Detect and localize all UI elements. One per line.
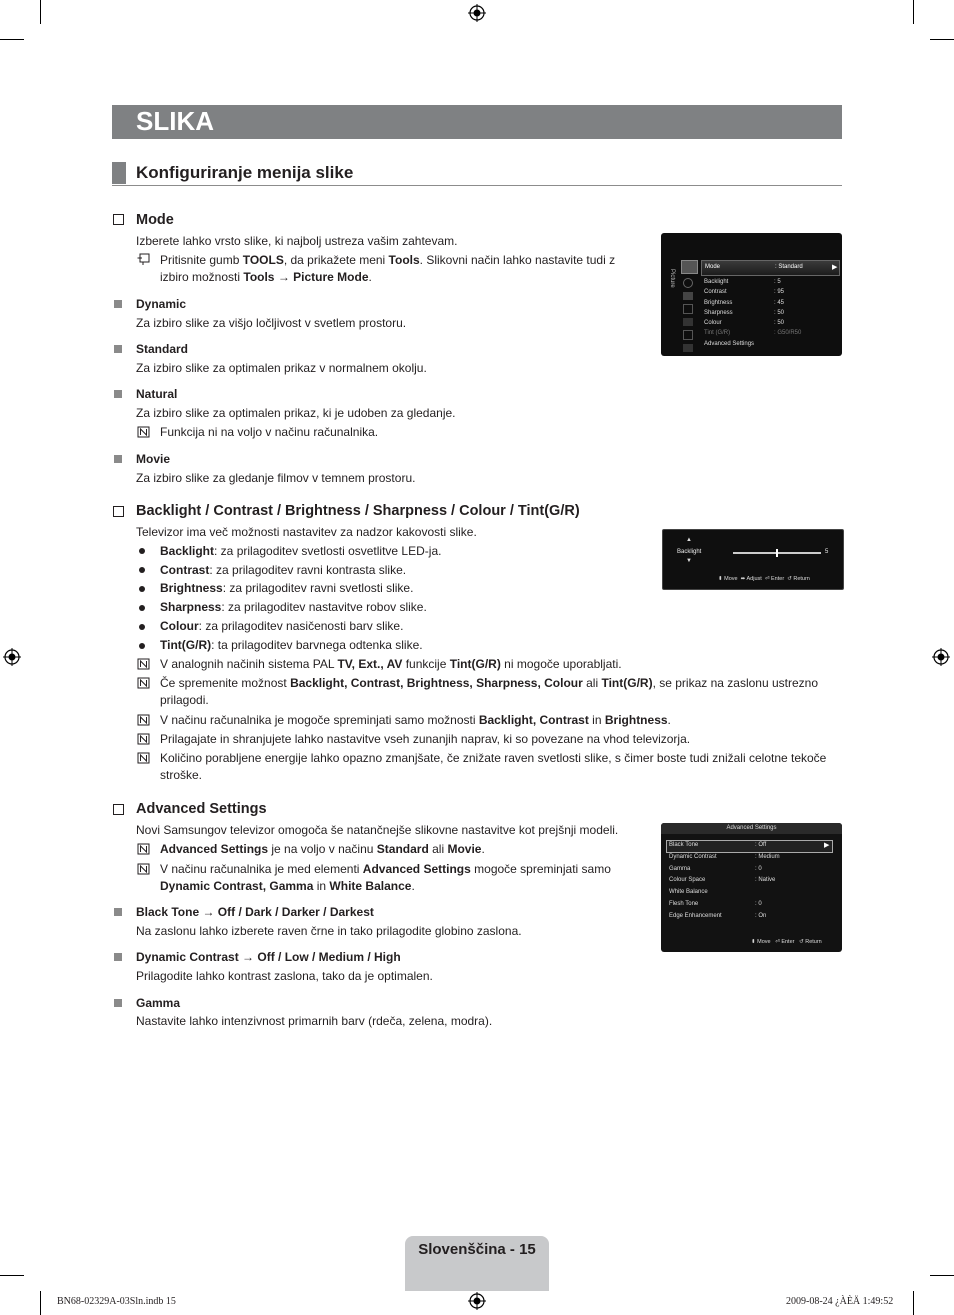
osd-rows: [669, 842, 829, 925]
section-divider: [112, 185, 842, 186]
backlight-osd: [662, 529, 844, 590]
crop-mark: [930, 1275, 954, 1276]
osd-row[interactable]: [704, 341, 834, 351]
up-arrow-icon: ▲: [686, 537, 692, 543]
crop-mark: [0, 39, 24, 40]
osd-side-label: Picture: [669, 269, 675, 288]
osd-row-label: Flesh Tone: [669, 900, 699, 907]
return-icon: ↺: [787, 576, 792, 582]
backlight-intro: Televizor ima več možnosti nastavitev za nadzor kakovosti slike.: [136, 525, 477, 539]
note-text: Advanced Settings je na voljo v načinu Standard ali Movie.: [160, 842, 485, 856]
osd-row[interactable]: [704, 289, 834, 299]
option-name: Natural: [136, 387, 178, 401]
crop-mark: [913, 1291, 914, 1315]
tools-note-line1: Pritisnite gumb TOOLS, da prikažete meni Tools. Slikovni način lahko nastavite tudi z: [160, 253, 616, 267]
title-bar: [112, 105, 842, 139]
option-desc: Za izbiro slike za optimalen prikaz, ki je udoben za gledanje.: [136, 406, 456, 420]
note-text: Če spremenite možnost Backlight, Contrast, Brightness, Sharpness, Colour ali Tint(G/R), se prikaz na zaslonu ustrezno: [160, 676, 818, 690]
bullet-square: [114, 999, 122, 1007]
bullet-square: [114, 300, 122, 308]
osd-thumbnail: [681, 260, 698, 274]
osd-row-value: : G50/R50: [774, 330, 802, 337]
osd-mode-value: : Standard: [775, 264, 803, 270]
osd-row-value: : 0: [755, 865, 762, 872]
osd-row[interactable]: [704, 330, 834, 340]
registration-mark-icon: [468, 4, 486, 22]
osd-row-value: : 50: [774, 309, 785, 316]
picture-osd-menu: [661, 233, 842, 356]
osd-row-value: : 5: [774, 279, 781, 285]
registration-mark-icon: [932, 648, 950, 666]
bullet-item: Backlight: za prilagoditev svetlosti osvetlitve LED-ja.: [160, 544, 442, 558]
note-text: V analognih načinih sistema PAL TV, Ext., AV funkcije Tint(G/R) ni mogoče uporabljati.: [160, 657, 622, 671]
hint-return: Return: [793, 576, 810, 582]
osd-row-value: : 45: [774, 299, 785, 306]
move-icon: ⬍: [751, 939, 756, 945]
hint-move: Move: [757, 939, 771, 945]
bullet-item: Sharpness: za prilagoditev nastavitve robov slike.: [160, 600, 427, 614]
note-icon: [137, 677, 150, 689]
osd-row-label: Brightness: [704, 299, 733, 306]
osd-row[interactable]: [669, 842, 829, 854]
osd-row-label: Gamma: [669, 865, 691, 872]
osd-row[interactable]: [669, 854, 829, 866]
note-icon: [137, 714, 150, 726]
osd-row-value: : On: [755, 912, 767, 919]
osd-row[interactable]: [669, 866, 829, 878]
osd-row[interactable]: [704, 300, 834, 310]
tools-icon: [137, 253, 150, 265]
checkbox-icon: [113, 214, 124, 225]
note-icon: [137, 843, 150, 855]
slider-thumb[interactable]: [776, 549, 778, 557]
down-arrow-icon: ▼: [686, 558, 692, 564]
osd-row[interactable]: [669, 913, 829, 925]
move-icon: ⬍: [718, 576, 723, 582]
mode-intro: Izberete lahko vrsto slike, ki najbolj ustreza vašim zahtevam.: [136, 234, 458, 248]
registration-mark-icon: [468, 1292, 486, 1310]
right-arrow-icon: ▶: [824, 842, 830, 849]
hint-enter: Enter: [771, 576, 785, 582]
osd-row-label: Advanced Settings: [704, 340, 755, 347]
osd-title: Advanced Settings: [726, 825, 777, 831]
advanced-heading: Advanced Settings: [136, 801, 267, 817]
osd-row-label: Backlight: [704, 279, 729, 285]
osd-row[interactable]: [704, 320, 834, 330]
item-name: Gamma: [136, 996, 181, 1010]
note-text: V načinu računalnika je med elementi Advanced Settings mogoče spreminjati samo: [160, 862, 611, 876]
adjust-icon: ⬌: [740, 576, 746, 582]
note-text-cont: stroške.: [160, 768, 203, 782]
osd-row-label: Contrast: [704, 289, 727, 296]
osd-icon-column: [683, 278, 693, 350]
print-file-info: BN68-02329A-03Sln.indb 15: [57, 1296, 176, 1307]
hint-return: Return: [805, 939, 822, 945]
enter-icon: ⏎: [775, 939, 780, 945]
note-text-cont: Dynamic Contrast, Gamma in White Balance.: [160, 879, 415, 893]
bullet-dot: [139, 643, 145, 649]
tools-note-line2: izbiro možnosti Tools → Picture Mode.: [160, 270, 372, 284]
osd-row-label: Colour: [704, 320, 722, 327]
option-name: Dynamic: [136, 297, 187, 311]
osd-backlight-label: Backlight: [677, 549, 702, 555]
note-icon: [137, 658, 150, 670]
crop-mark: [40, 1291, 41, 1315]
osd-row-label: Sharpness: [704, 309, 733, 316]
item-name: Black Tone → Off / Dark / Darker / Darkest: [136, 905, 374, 919]
option-desc: Za izbiro slike za gledanje filmov v temnem prostoru.: [136, 471, 416, 485]
bullet-item: Contrast: za prilagoditev ravni kontrasta slike.: [160, 563, 407, 577]
item-desc: Na zaslonu lahko izberete raven črne in tako prilagodite globino zaslona.: [136, 924, 522, 938]
note-icon: [137, 733, 150, 745]
bullet-dot: [139, 567, 145, 573]
note-icon: [137, 863, 150, 875]
enter-icon: ⏎: [764, 576, 770, 582]
hint-move: Move: [724, 576, 738, 582]
page-number-label: Slovenščina - 15: [418, 1241, 536, 1258]
crop-mark: [0, 1275, 24, 1276]
osd-row-label: White Balance: [669, 889, 708, 896]
bullet-square: [114, 455, 122, 463]
note-text: Količino porabljene energije lahko opazno zmanjšate, če znižate raven svetlosti slike, s čimer boste tudi znižali celotne tekoče: [160, 751, 827, 765]
osd-row-value: : 50: [774, 320, 785, 327]
bullet-item: Tint(G/R): ta prilagoditev barvnega odtenka slike.: [160, 638, 423, 652]
note-text-cont: prilagodi.: [160, 693, 209, 707]
bullet-square: [114, 908, 122, 916]
osd-row[interactable]: [669, 877, 829, 889]
bullet-dot: [139, 586, 145, 592]
page-title: SLIKA: [136, 106, 214, 136]
advanced-osd-menu: [661, 823, 842, 952]
section-title: Konfiguriranje menija slike: [136, 163, 354, 182]
osd-row[interactable]: [669, 889, 829, 901]
backlight-heading: Backlight / Contrast / Brightness / Sharpness / Colour / Tint(G/R): [136, 503, 580, 519]
hint-adjust: Adjust: [746, 576, 762, 582]
osd-row[interactable]: [704, 310, 834, 320]
checkbox-icon: [113, 804, 124, 815]
item-desc: Prilagodite lahko kontrast zaslona, tako da je optimalen.: [136, 969, 433, 983]
bullet-square: [114, 345, 122, 353]
advanced-intro: Novi Samsungov televizor omogoča še natančnejše slikovne nastavitve kot prejšnji modeli.: [136, 823, 619, 837]
bullet-item: Colour: za prilagoditev nasičenosti barv slike.: [160, 619, 404, 633]
osd-row-label: Dynamic Contrast: [669, 853, 717, 860]
bullet-square: [114, 953, 122, 961]
option-note: Funkcija ni na voljo v načinu računalnika.: [160, 425, 379, 439]
registration-mark-icon: [3, 648, 21, 666]
bullet-dot: [139, 605, 145, 611]
return-icon: ↺: [799, 939, 804, 945]
osd-row-value: : 95: [774, 289, 785, 296]
osd-hint-bar: [751, 939, 822, 945]
option-desc: Za izbiro slike za optimalen prikaz v normalnem okolju.: [136, 361, 427, 375]
item-name: Dynamic Contrast → Off / Low / Medium / High: [136, 950, 401, 964]
note-icon: [137, 426, 150, 438]
crop-mark: [913, 0, 914, 24]
hint-enter: Enter: [781, 939, 795, 945]
note-icon: [137, 752, 150, 764]
osd-backlight-value: 5: [825, 549, 829, 555]
crop-mark: [40, 0, 41, 24]
note-text: V načinu računalnika je mogoče spreminjati samo možnosti Backlight, Contrast in Brightness.: [160, 713, 671, 727]
crop-mark: [930, 39, 954, 40]
osd-row-value: : 0: [755, 900, 762, 907]
osd-row-value: : Native: [755, 877, 776, 884]
osd-mode-row[interactable]: [701, 260, 840, 276]
osd-row-label: Colour Space: [669, 877, 706, 884]
right-arrow-icon: ▶: [832, 264, 838, 271]
bullet-dot: [139, 548, 145, 554]
backlight-slider[interactable]: [733, 552, 821, 554]
note-text: Prilagajate in shranjujete lahko nastavitve vseh zunanjih naprav, ki so povezane na vhod televizorja.: [160, 732, 691, 746]
osd-row[interactable]: [669, 901, 829, 913]
bullet-item: Brightness: za prilagoditev ravni svetlosti slike.: [160, 581, 414, 595]
option-name: Movie: [136, 452, 171, 466]
osd-row-label: Tint (G/R): [704, 330, 731, 337]
bullet-square: [114, 390, 122, 398]
osd-row-value: : Medium: [755, 853, 780, 860]
bullet-dot: [139, 624, 145, 630]
osd-mode-label: Mode: [705, 264, 721, 270]
item-desc: Nastavite lahko intenzivnost primarnih barv (rdeča, zelena, modra).: [136, 1014, 493, 1028]
mode-heading: Mode: [136, 212, 174, 228]
osd-row-value: : Off: [755, 842, 767, 848]
option-name: Standard: [136, 342, 189, 356]
option-desc: Za izbiro slike za višjo ločljivost v svetlem prostoru.: [136, 316, 407, 330]
checkbox-icon: [113, 506, 124, 517]
section-marker: [112, 162, 126, 184]
osd-rows: [704, 279, 834, 351]
osd-hint-bar: [718, 576, 810, 582]
print-date-info: 2009-08-24 ¿ÀÈÄ 1:49:52: [786, 1296, 894, 1307]
osd-row-label: Edge Enhancement: [669, 912, 722, 919]
osd-row[interactable]: [704, 279, 834, 289]
osd-row-label: Black Tone: [669, 842, 699, 848]
